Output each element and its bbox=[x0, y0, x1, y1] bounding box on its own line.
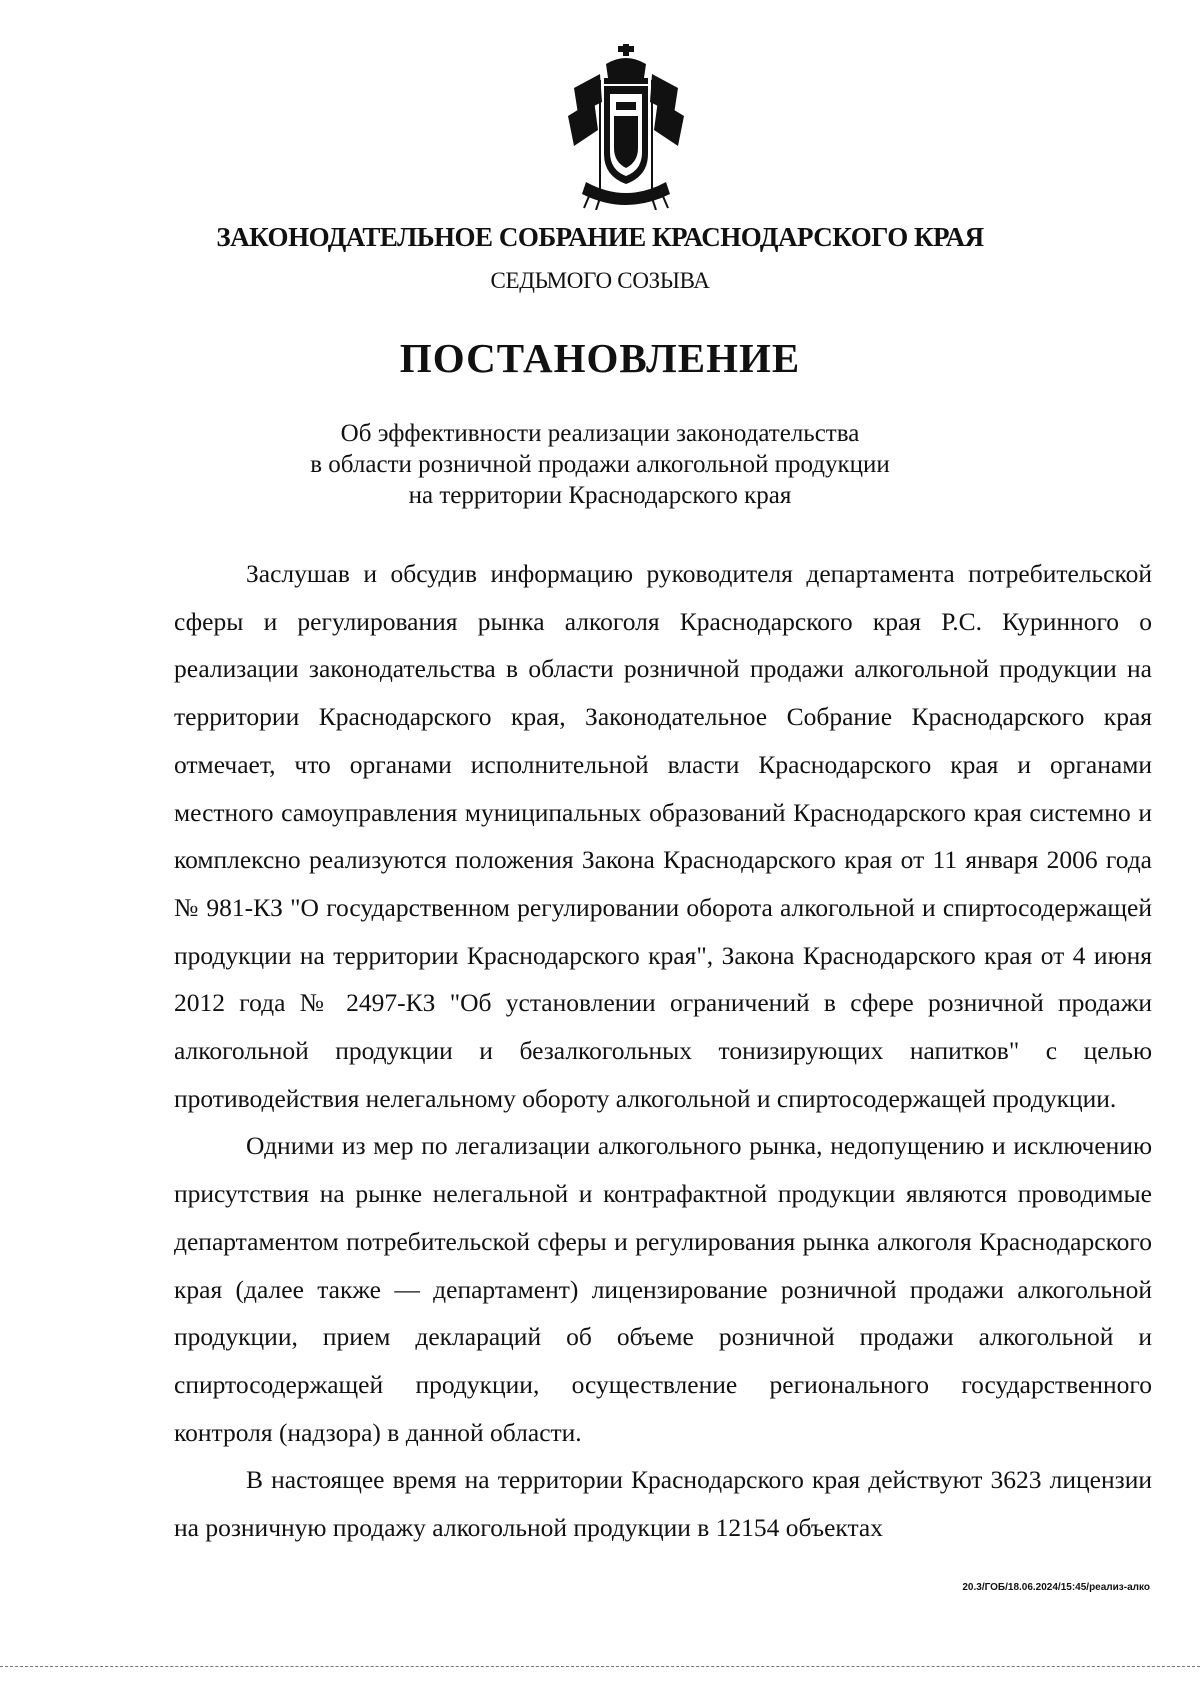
document-body bbox=[174, 550, 1152, 1552]
subject-line: в области розничной продажи алкогольной продукции bbox=[310, 451, 890, 478]
document-type-title: ПОСТАНОВЛЕНИЕ bbox=[399, 335, 801, 381]
page-bottom-rule bbox=[0, 1666, 1200, 1669]
body-paragraph: В настоящее время на территории Краснодарского края действуют 3623 лицензии на розничную продажу алкогольной продукции в 12154 объектах bbox=[174, 1465, 1152, 1543]
convocation: СЕДЬМОГО СОЗЫВА bbox=[490, 268, 710, 293]
document-subject bbox=[0, 418, 1200, 511]
coat-of-arms-emblem bbox=[560, 44, 692, 210]
document-registration-code: 20.3/ГОБ/18.06.2024/15:45/реализ-алко bbox=[962, 1582, 1150, 1593]
organization-name: ЗАКОНОДАТЕЛЬНОЕ СОБРАНИЕ КРАСНОДАРСКОГО КРАЯ bbox=[216, 222, 984, 252]
subject-line: на территории Краснодарского края bbox=[408, 482, 792, 509]
body-paragraph: Заслушав и обсудив информацию руководителя департамента потребительской сферы и регулирования рынка алкоголя Краснодарского края Р.С. Куринного о реализации законодательства в области розничной продажи алкогольной продукции на территории Краснодарского края, Законодательное Собрание Краснодарского края отмечает, что органами исполнительной власти Краснодарского края и органами местного самоуправления муниципальных образований Краснодарского края системно и комплексно реализуются положения Закона Краснодарского края от 11 января 2006 года № 981-КЗ "О государственном регулировании оборота алкогольной и спиртосодержащей продукции на территории Краснодарского края", Закона Краснодарского края от 4 июня 2012 года № 2497-КЗ "Об установлении ограничений в сфере розничной продажи алкогольной продукции и безалкогольных тонизирующих напитков" с целью противодействия нелегальному обороту алкогольной и спиртосодержащей продукции. bbox=[174, 559, 1152, 1113]
body-paragraph: Одними из мер по легализации алкогольного рынка, недопущению и исключению присутствия на рынке нелегальной и контрафактной продукции являются проводимые департаментом потребительской сферы и регулирования рынка алкоголя Краснодарского края (далее также — департамент) лицензирование розничной продажи алкогольной продукции, прием деклараций об объеме розничной продажи алкогольной и спиртосодержащей продукции, осуществление регионального государственного контроля (надзора) в данной области. bbox=[174, 1131, 1152, 1447]
subject-line: Об эффективности реализации законодательства bbox=[340, 420, 860, 447]
